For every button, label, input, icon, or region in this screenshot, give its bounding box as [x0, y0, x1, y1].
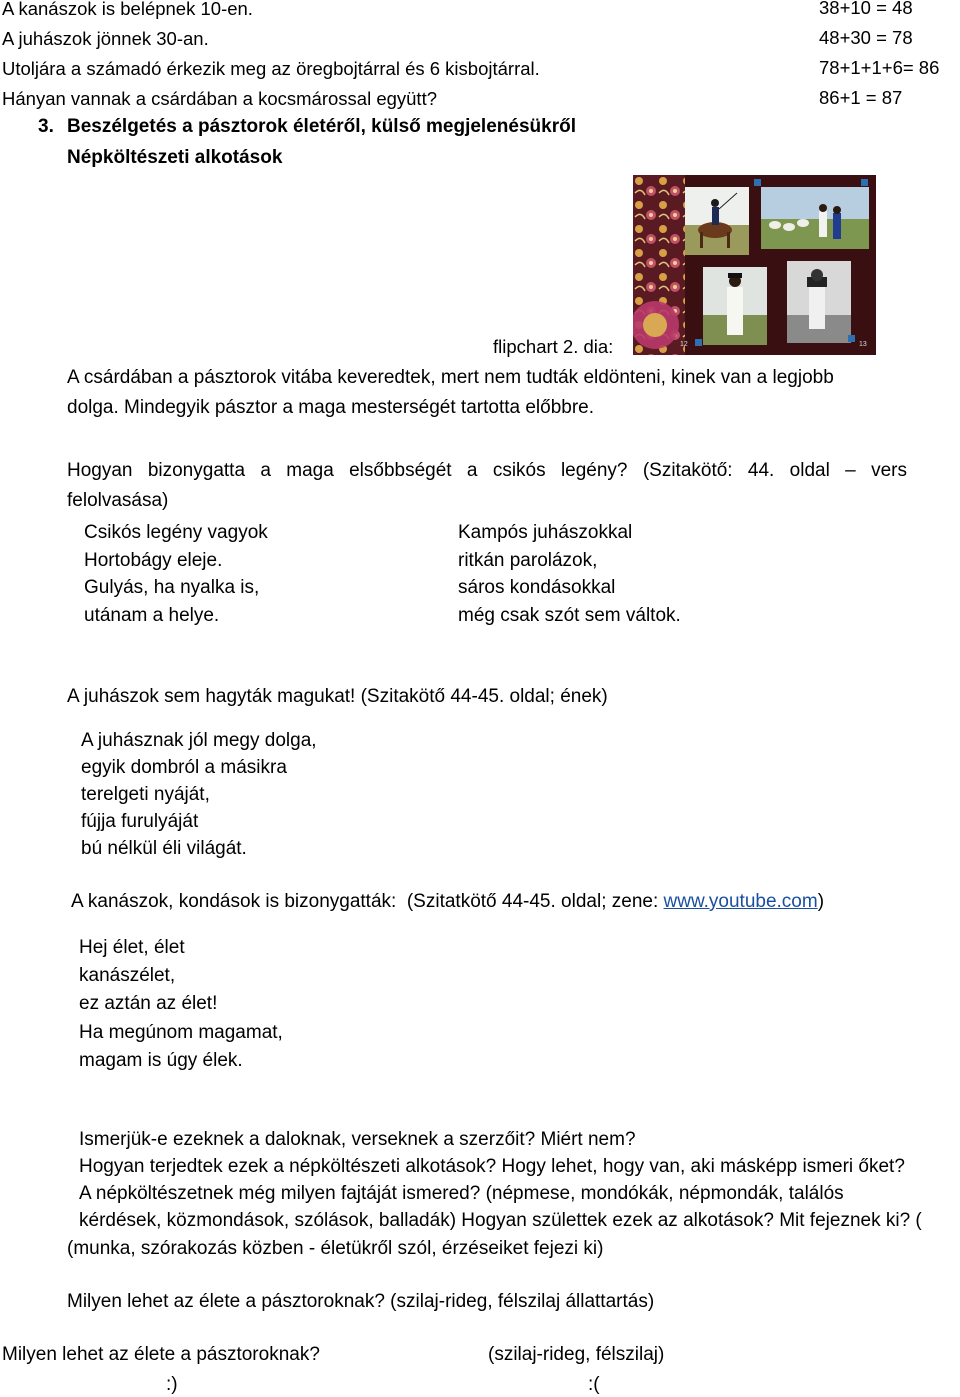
question-line: (munka, szórakozás közben - életükről szól, érzéseiket fejezi ki): [67, 1238, 604, 1259]
math-answer-1: 38+10 = 48: [819, 0, 913, 18]
kanasz-question-text: A kanászok, kondások is bizonygatták: (Szitatkötő 44-45. oldal; zene:: [71, 891, 664, 912]
poem1-left-line: Csikós legény vagyok: [84, 522, 268, 543]
frown-emoticon: :(: [588, 1374, 600, 1395]
poem1-left-line: Gulyás, ha nyalka is,: [84, 577, 260, 598]
csikos-question-line-2: felolvasása): [67, 490, 169, 511]
csikos-question-word: csikós: [492, 460, 546, 481]
kanasz-question: [71, 890, 824, 914]
csikos-question-word: –: [845, 460, 856, 481]
intro-line-2: dolga. Mindegyik pásztor a maga mesterségét tartotta előbbre.: [67, 397, 595, 418]
bottom-question: Milyen lehet az élete a pásztoroknak?: [2, 1344, 320, 1365]
math-question-3: Utoljára a számadó érkezik meg az öregbojtárral és 6 kisbojtárral.: [2, 58, 540, 79]
flipchart-slide-image: [633, 175, 876, 355]
poem1-right-line: Kampós juhászokkal: [458, 522, 633, 543]
poem2-line: fújja furulyáját: [81, 811, 199, 832]
csikos-question-word: oldal: [789, 460, 830, 481]
csikos-question-word: elsőbbségét: [349, 460, 452, 481]
csikos-question-word: vers: [871, 460, 907, 481]
poem1-right-line: ritkán parolázok,: [458, 550, 598, 571]
poem2-line: A juhásznak jól megy dolga,: [81, 730, 317, 751]
poem3-line: kanászélet,: [79, 965, 176, 986]
poem1-left-line: Hortobágy eleje.: [84, 550, 223, 571]
poem2-line: bú nélkül éli világát.: [81, 838, 247, 859]
smile-emoticon: :): [166, 1374, 178, 1395]
slide-number-left: 12: [680, 341, 688, 348]
math-question-1: A kanászok is belépnek 10-en.: [2, 0, 253, 19]
csikos-question-word: bizonygatta: [147, 460, 246, 481]
kanasz-question-close: ): [817, 891, 825, 912]
slide-number-right: 13: [859, 341, 867, 348]
csikos-question: [67, 459, 907, 483]
poem2-line: terelgeti nyáját,: [81, 784, 210, 805]
csikos-question-word: Hogyan: [67, 460, 133, 481]
math-answer-4: 86+1 = 87: [819, 87, 903, 108]
juhasz-question: A juhászok sem hagyták magukat! (Szitakötő 44-45. oldal; ének): [67, 686, 608, 707]
math-answer-2: 48+30 = 78: [819, 27, 913, 48]
poem1-right-line: még csak szót sem váltok.: [458, 605, 681, 626]
intro-line-1: A csárdában a pásztorok vitába keveredtek, mert nem tudták eldönteni, kinek van a legjobb: [67, 367, 834, 388]
poem3-line: ez aztán az élet!: [79, 993, 218, 1014]
question-line: Ismerjük-e ezeknek a daloknak, verseknek a szerzőit? Miért nem?: [79, 1129, 636, 1150]
csikos-question-word: a: [466, 460, 478, 481]
youtube-link[interactable]: www.youtube.com: [663, 891, 818, 912]
section-number: 3.: [38, 116, 54, 137]
poem1-left-line: utánam a helye.: [84, 605, 220, 626]
section-subtitle: Népköltészeti alkotások: [67, 147, 283, 168]
question-line: kérdések, közmondások, szólások, balladák) Hogyan születtek ezek az alkotások? Mit fejeznek ki? (: [79, 1210, 922, 1231]
csikos-question-word: maga: [286, 460, 334, 481]
csikos-question-word: 44.: [747, 460, 775, 481]
question-line: A népköltészetnek még milyen fajtáját ismered? (népmese, mondókák, népmondák, találós: [79, 1183, 844, 1204]
poem3-line: Hej élet, élet: [79, 937, 185, 958]
milyen-question: Milyen lehet az élete a pásztoroknak? (szilaj-rideg, félszilaj állattartás): [67, 1291, 655, 1312]
math-question-2: A juhászok jönnek 30-an.: [2, 28, 209, 49]
poem2-line: egyik dombról a másikra: [81, 757, 287, 778]
bottom-answer: (szilaj-rideg, félszilaj): [488, 1344, 665, 1365]
csikos-question-word: legény?: [560, 460, 628, 481]
math-question-4: Hányan vannak a csárdában a kocsmárossal együtt?: [2, 88, 438, 109]
poem1-right-line: sáros kondásokkal: [458, 577, 616, 598]
math-answer-3: 78+1+1+6= 86: [819, 57, 940, 78]
flipchart-label: flipchart 2. dia:: [493, 336, 614, 357]
csikos-question-word: (Szitakötő:: [642, 460, 733, 481]
poem3-line: Ha megúnom magamat,: [79, 1022, 283, 1043]
question-line: Hogyan terjedtek ezek a népköltészeti alkotások? Hogy lehet, hogy van, aki másképp ismeri őket?: [79, 1156, 905, 1177]
poem3-line: magam is úgy élek.: [79, 1050, 243, 1071]
section-title: Beszélgetés a pásztorok életéről, külső megjelenésükről: [67, 116, 576, 137]
csikos-question-word: a: [260, 460, 271, 481]
